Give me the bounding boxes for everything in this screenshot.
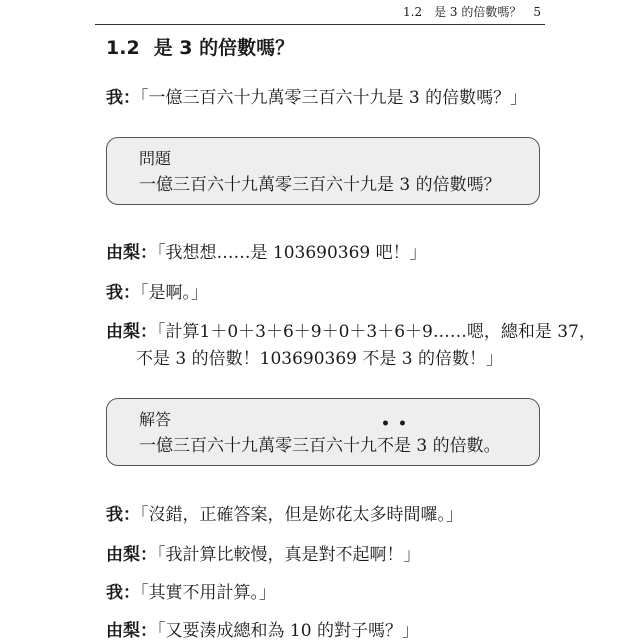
dialog-continuation: 不是 3 的倍數！103690369 不是 3 的倍數！」 xyxy=(136,349,503,369)
emphasis-char: 是 xyxy=(394,436,411,456)
dialog-line xyxy=(106,616,419,641)
speaker: 我： xyxy=(106,283,140,303)
answer-label: 解答 xyxy=(139,410,172,429)
speaker: 由梨： xyxy=(106,243,157,263)
emphasis-char: 不 xyxy=(377,436,394,456)
speaker: 我： xyxy=(106,505,140,525)
answer-box xyxy=(106,398,540,466)
problem-box xyxy=(106,137,540,205)
dialog-text: 「其實不用計算。」 xyxy=(140,583,276,603)
dialog-line xyxy=(106,238,427,263)
dialog-line xyxy=(106,578,276,603)
dialog-text: 「我計算比較慢，真是對不起啊！」 xyxy=(157,545,421,565)
dialog-text: 「又要湊成總和為 10 的對子嗎？」 xyxy=(157,621,419,641)
page-header xyxy=(95,0,545,25)
speaker: 我： xyxy=(106,88,140,108)
dialog-text: 「沒錯，正確答案，但是妳花太多時間囉。」 xyxy=(140,505,463,525)
dialog-line xyxy=(106,500,463,525)
dialog-line xyxy=(106,540,421,565)
speaker: 我： xyxy=(106,583,140,603)
section-number: 1.2 xyxy=(106,37,140,59)
speaker: 由梨： xyxy=(106,545,157,565)
problem-text: 一億三百六十九萬零三百六十九是 3 的倍數嗎？ xyxy=(139,175,501,195)
section-title: 是 3 的倍數嗎？ xyxy=(153,37,295,59)
running-title: 1.2 是 3 的倍數嗎？ 5 xyxy=(403,5,541,19)
answer-text xyxy=(139,431,501,456)
dialog-text: 「計算1＋0＋3＋6＋9＋0＋3＋6＋9……嗯，總和是 37， xyxy=(157,322,596,342)
dialog-line xyxy=(106,317,596,342)
problem-label: 問題 xyxy=(139,149,172,168)
answer-text-part: 3 的倍數。 xyxy=(411,436,501,456)
dialog-line xyxy=(106,278,208,303)
dialog-line xyxy=(106,83,527,108)
section-heading xyxy=(106,33,294,60)
answer-text-part: 一億三百六十九萬零三百六十九 xyxy=(139,436,377,456)
speaker: 由梨： xyxy=(106,322,157,342)
dialog-text: 「是啊。」 xyxy=(140,283,208,303)
dialog-text: 「我想想……是 103690369 吧！」 xyxy=(157,243,427,263)
dialog-text: 「一億三百六十九萬零三百六十九是 3 的倍數嗎？」 xyxy=(140,88,528,108)
speaker: 由梨： xyxy=(106,621,157,641)
